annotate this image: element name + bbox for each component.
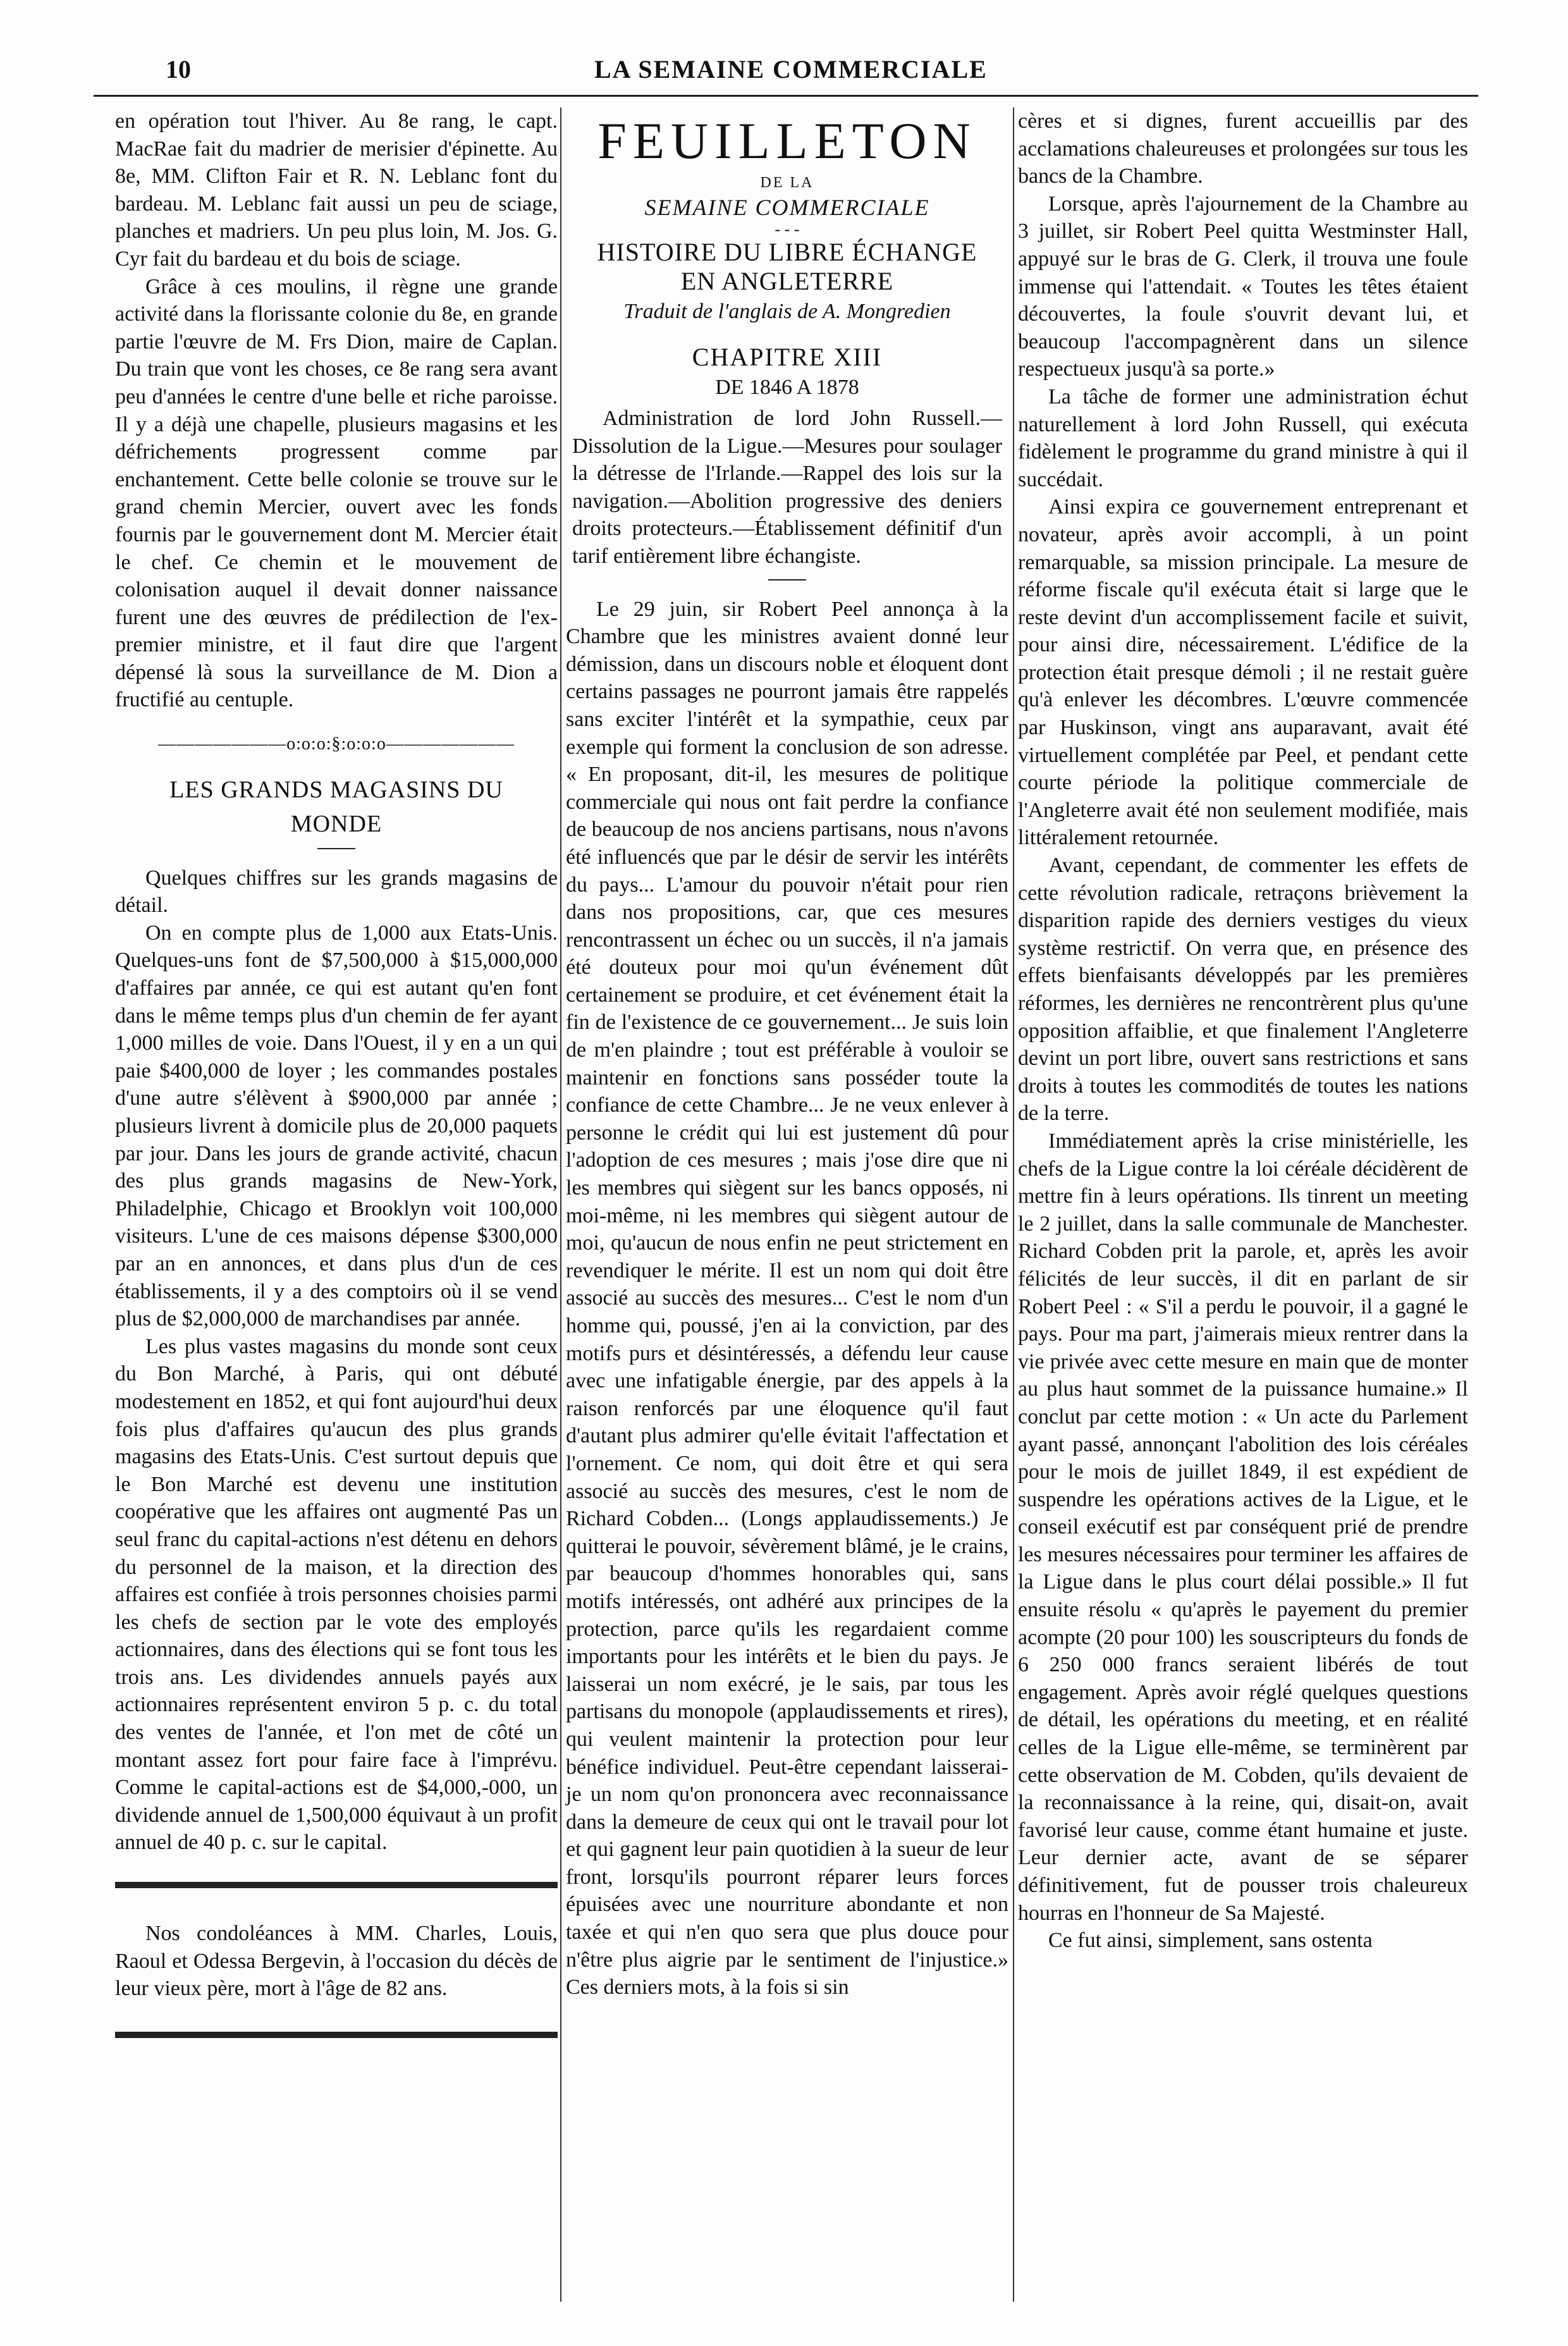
column-divider-2 xyxy=(1013,107,1014,2302)
chapter-summary: Administration de lord John Russell.—Dissolution de la Ligue.—Mesures pour soulager la détresse de l'Irlande.—Rappel des lois sur la navigation.—Abolition progressive des deniers droits protecteurs.—Établissement définitif d'un tarif entièrement libre échangiste. xyxy=(572,407,1002,568)
magasins-heading-line-2: MONDE xyxy=(290,810,383,837)
column-1 xyxy=(115,107,558,2038)
histoire-title-line-2: EN ANGLETERRE xyxy=(680,267,894,295)
colonie-paragraph-1: en opération tout l'hiver. Au 8e rang, le capt. MacRae fait du madrier de merisier d'épinette. Au 8e, MM. Clifton Fair et R. N. Leblanc font du bardeau. M. Leblanc fait aussi un peu de sciage, planches et madriers. Un peu plus loin, M. Jos. G. Cyr fait du bardeau et du bois de sciage. xyxy=(115,109,558,271)
col3-paragraph-2: Lorsque, après l'ajournement de la Chambre au 3 juillet, sir Robert Peel quitta Westminster Hall, appuyé sur le bras de G. Clerk, il trouva une foule immense qui l'attendait. « Toutes les têtes étaient découvertes, la foule s'ouvrit devant lui, et beaucoup l'accompagnèrent dans un silence respectueux jusqu'à sa porte.» xyxy=(1018,192,1468,381)
col3-paragraph-4: Ainsi expira ce gouvernement entreprenant et novateur, après avoir accompli, à un point remarquable, sa mission principale. La mesure de réforme fiscale qu'il exécuta était si large que le reste devint d'un accomplissement facile et suivit, pour ainsi dire, nécessairement. L'édifice de la protection était presque démoli ; il ne restait guère qu'à enlever les décombres. L'œuvre commencée par Huskinson, vingt ans auparavant, avait été virtuellement complétée par Peel, et pendant cette courte période la politique commerciale de l'Angleterre avait été non seulement modifiée, mais littéralement retournée. xyxy=(1018,495,1468,850)
section-ornament: ———————o:o:o:§:o:o:o——————— xyxy=(158,734,515,754)
short-rule xyxy=(317,848,355,849)
thick-rule xyxy=(115,1882,558,1888)
histoire-title-line-1: HISTOIRE DU LIBRE ÉCHANGE xyxy=(597,238,977,266)
column-divider-1 xyxy=(560,107,561,2302)
magasins-paragraph-3: Les plus vastes magasins du monde sont ceux du Bon Marché, à Paris, qui ont débuté modestement en 1852, et qui font aujourd'hui deux fois plus d'affaires qu'aucun des plus grands magasins des Etats-Unis. C'est surtout depuis que le Bon Marché est devenu une institution coopérative que les affaires ont augmenté Pas un seul franc du capital-actions n'est détenu en dehors du personnel de la maison, et la direction des affaires est confiée à trois personnes choisies parmi les chefs de section par le vote des employés actionnaires, dans des élections qui se font tous les trois ans. Les dividendes annuels payés aux actionnaires représentent environ 5 p. c. du total des ventes de l'année, et l'on met de côté un montant assez fort pour faire face à l'imprévu. Comme le capital-actions est de $4,000,-000, un dividende annuel de 1,500,000 équivaut à un profit annuel de 40 p. c. sur le capital. xyxy=(115,1334,558,1855)
short-rule-2 xyxy=(768,579,806,580)
col3-paragraph-1: cères et si dignes, furent accueillis par des acclamations chaleureuses et prolongées sur tous les bancs de la Chambre. xyxy=(1018,109,1468,188)
header-rule xyxy=(94,95,1478,97)
colonie-paragraph-2: Grâce à ces moulins, il règne une grande activité dans la florissante colonie du 8e, en grande partie l'œuvre de M. Frs Dion, maire de Caplan. Du train que vont les choses, ce 8e rang sera avant peu d'années le centre d'une belle et riche paroisse. Il y a déjà une chapelle, plusieurs magasins et les défrichements progressent comme par enchantement. Cette belle colonie se trouve sur le grand chemin Mercier, ouvert avec les fonds fournis par le gouvernement dont M. Mercier était le chef. Ce chemin et le mouvement de colonisation auquel il devait donner naissance furent une des œuvres de prédilection de l'ex-premier ministre, et il faut dire que l'argent dépensé là sous la surveillance de M. Dion a fructifié au centuple. xyxy=(115,274,558,712)
magasins-paragraph-1: Quelques chiffres sur les grands magasins de détail. xyxy=(115,866,558,918)
de-la-label: DE LA xyxy=(760,175,814,191)
condoleances-paragraph: Nos condoléances à MM. Charles, Louis, Raoul et Odessa Bergevin, à l'occasion du décès de leur vieux père, mort à l'âge de 82 ans. xyxy=(115,1922,558,2001)
feuilleton-title: FEUILLETON xyxy=(597,112,977,169)
feuilleton-paragraph-1: Le 29 juin, sir Robert Peel annonça à la Chambre que les ministres avaient donné leur démission, dans un discours noble et éloquent dont certains passages ne pourront jamais être rappelés sans exciter l'intérêt et la sympathie, ceux par exemple qui forment la conclusion de son adresse. « En proposant, dit-il, les mesures de politique commerciale qui nous ont fait perdre la confiance de beaucoup de nos anciens partisans, nous n'avons été influencés que par le désir de servir les intérêts du pays... L'amour du pouvoir n'était pour rien dans nos propositions, car, que ces mesures rencontrassent un échec ou un succès, il n'a jamais été douteux pour moi qu'un événement dût certainement se produire, et cet événement était la fin de l'existence de ce gouvernement... Je suis loin de m'en plaindre ; tout est préférable à vouloir se maintenir en fonctions sans posséder toute la confiance de cette Chambre... Je ne veux enlever à personne le crédit qui lui est justement dû pour l'adoption de ces mesures ; mais j'ose dire que ni les membres qui siègent sur les bancs opposés, ni moi-même, ni les membres qui siègent autour de moi, qu'aucun de nous enfin ne peut strictement en revendiquer le mérite. Il est un nom qui doit être associé au succès des mesures... C'est le nom d'un homme qui, poussé, j'en ai la conviction, par des motifs purs et désintéressés, a défendu leur cause avec une infatigable énergie, par des appels à la raison renforcés par une éloquence qu'il faut d'autant plus admirer qu'elle évitait l'affectation et l'ornement. Ce nom, qui doit être et qui sera associé au succès des mesures, c'est le nom de Richard Cobden... (Longs applaudissements.) Je quitterai le pouvoir, sévèrement blâmé, je le crains, par beaucoup d'hommes honorables qui, sans motifs intéressés, ont adhéré aux principes de la protection, parce qu'ils les regardaient comme importants pour les intérêts et le bien du pays. Je laisserai un nom exécré, je le sais, par tous les partisans du monopole (applaudissements et rires), qui veulent maintenir la protection pour leur bénéfice individuel. Peut-être cependant laisserai-je un nom qu'on prononcera avec reconnaissance dans la demeure de ceux qui ont le travail pour lot et qui gagnent leur pain quotidien à la sueur de leur front, lorsqu'ils pourront réparer leurs forces épuisées avec une nourriture abondante et non taxée et qui n'en quo sera que plus douce pour n'être plus aigrie par le sentiment de l'injustice.» Ces derniers mots, à la fois si sin xyxy=(566,597,1008,1999)
semaine-commerciale-label: SEMAINE COMMERCIALE xyxy=(644,195,930,220)
publication-title: LA SEMAINE COMMERCIALE xyxy=(594,55,988,83)
chapter-heading: CHAPITRE XIII xyxy=(692,343,883,371)
magasins-paragraph-2: On en compte plus de 1,000 aux Etats-Unis. Quelques-uns font de $7,500,000 à $15,000,000 d'affaires par année, ce qui est autant qu'en font dans le même temps plus d'un chemin de fer ayant 1,000 milles de voie. Dans l'Ouest, il y en a un qui paie $400,000 de loyer ; les commandes postales d'une autre s'élèvent à $900,000 par année ; plusieurs livrent à domicile plus de 20,000 paquets par jour. Dans les jours de grande activité, chacun des plus grands magasins de New-York, Philadelphie, Chicago et Brooklyn voit 100,000 visiteurs. L'une de ces maisons dépense $300,000 par an en annonces, et dans plus d'un de ces établissements, il y a des comptoirs où il se vend plus de $2,000,000 de marchandises par année. xyxy=(115,921,558,1331)
col3-paragraph-3: La tâche de former une administration échut naturellement à lord John Russell, qui exécuta fidèlement le programme du grand ministre à qui il succédait. xyxy=(1018,384,1468,491)
dash-separator: - - - xyxy=(775,220,800,238)
thick-rule-bottom xyxy=(115,2032,558,2038)
column-2 xyxy=(566,107,1008,2001)
column-3 xyxy=(1018,107,1468,1955)
magasins-heading-line-1: LES GRANDS MAGASINS DU xyxy=(169,776,503,803)
chapter-dates: DE 1846 A 1878 xyxy=(715,376,859,399)
col3-paragraph-6: Immédiatement après la crise ministérielle, les chefs de la Ligue contre la loi céréale décidèrent de mettre fin à leurs opérations. Ils tinrent un meeting le 2 juillet, dans la salle communale de Manchester. Richard Cobden prit la parole, et, après les avoir félicités de leur succès, il dit en parlant de sir Robert Peel : « S'il a perdu le pouvoir, il a gagné le pays. Pour ma part, j'aimerais mieux rentrer dans la vie privée avec cette mesure en main que de monter au plus haut sommet de la puissance humaine.» Il conclut par cette motion : « Un acte du Parlement ayant passé, annonçant l'abolition des lois céréales pour le mois de juillet 1849, il est expédient de suspendre les opérations actives de la Ligue, et le conseil exécutif est par conséquent prié de prendre les mesures nécessaires pour terminer les affaires de la Ligue dans le plus court délai possible.» Il fut ensuite résolu « qu'après le payement du premier acompte (20 pour 100) les souscripteurs du fonds de 6 250 000 francs seraient libérés de tout engagement. Après avoir réglé quelques questions de détail, les opérations du meeting, et en réalité celles de la Ligue elle-même, se terminèrent par cette observation de M. Cobden, qu'ils devaient de la reconnaissance à la reine, qui, disait-on, avait favorisé leur cause, comme étant humaine et juste. Leur dernier acte, avant de se séparer définitivement, fut de pousser trois chaleureux hourras en l'honneur de Sa Majesté. xyxy=(1018,1129,1468,1925)
col3-paragraph-7: Ce fut ainsi, simplement, sans ostenta xyxy=(1048,1929,1373,1953)
col3-paragraph-5: Avant, cependant, de commenter les effets de cette révolution radicale, retraçons brièvement la disparition rapide des derniers vestiges du vieux système restrictif. On verra que, en présence des effets bienfaisants développés par les premières réformes, les dernières ne rencontrèrent plus qu'une opposition affaiblie, et que finalement l'Angleterre devint un port libre, ouvert sans restrictions et sans droits à toutes les commodités de toutes les nations de la terre. xyxy=(1018,854,1468,1126)
page-number: 10 xyxy=(166,55,191,83)
traduit-line: Traduit de l'anglais de A. Mongredien xyxy=(623,300,951,323)
